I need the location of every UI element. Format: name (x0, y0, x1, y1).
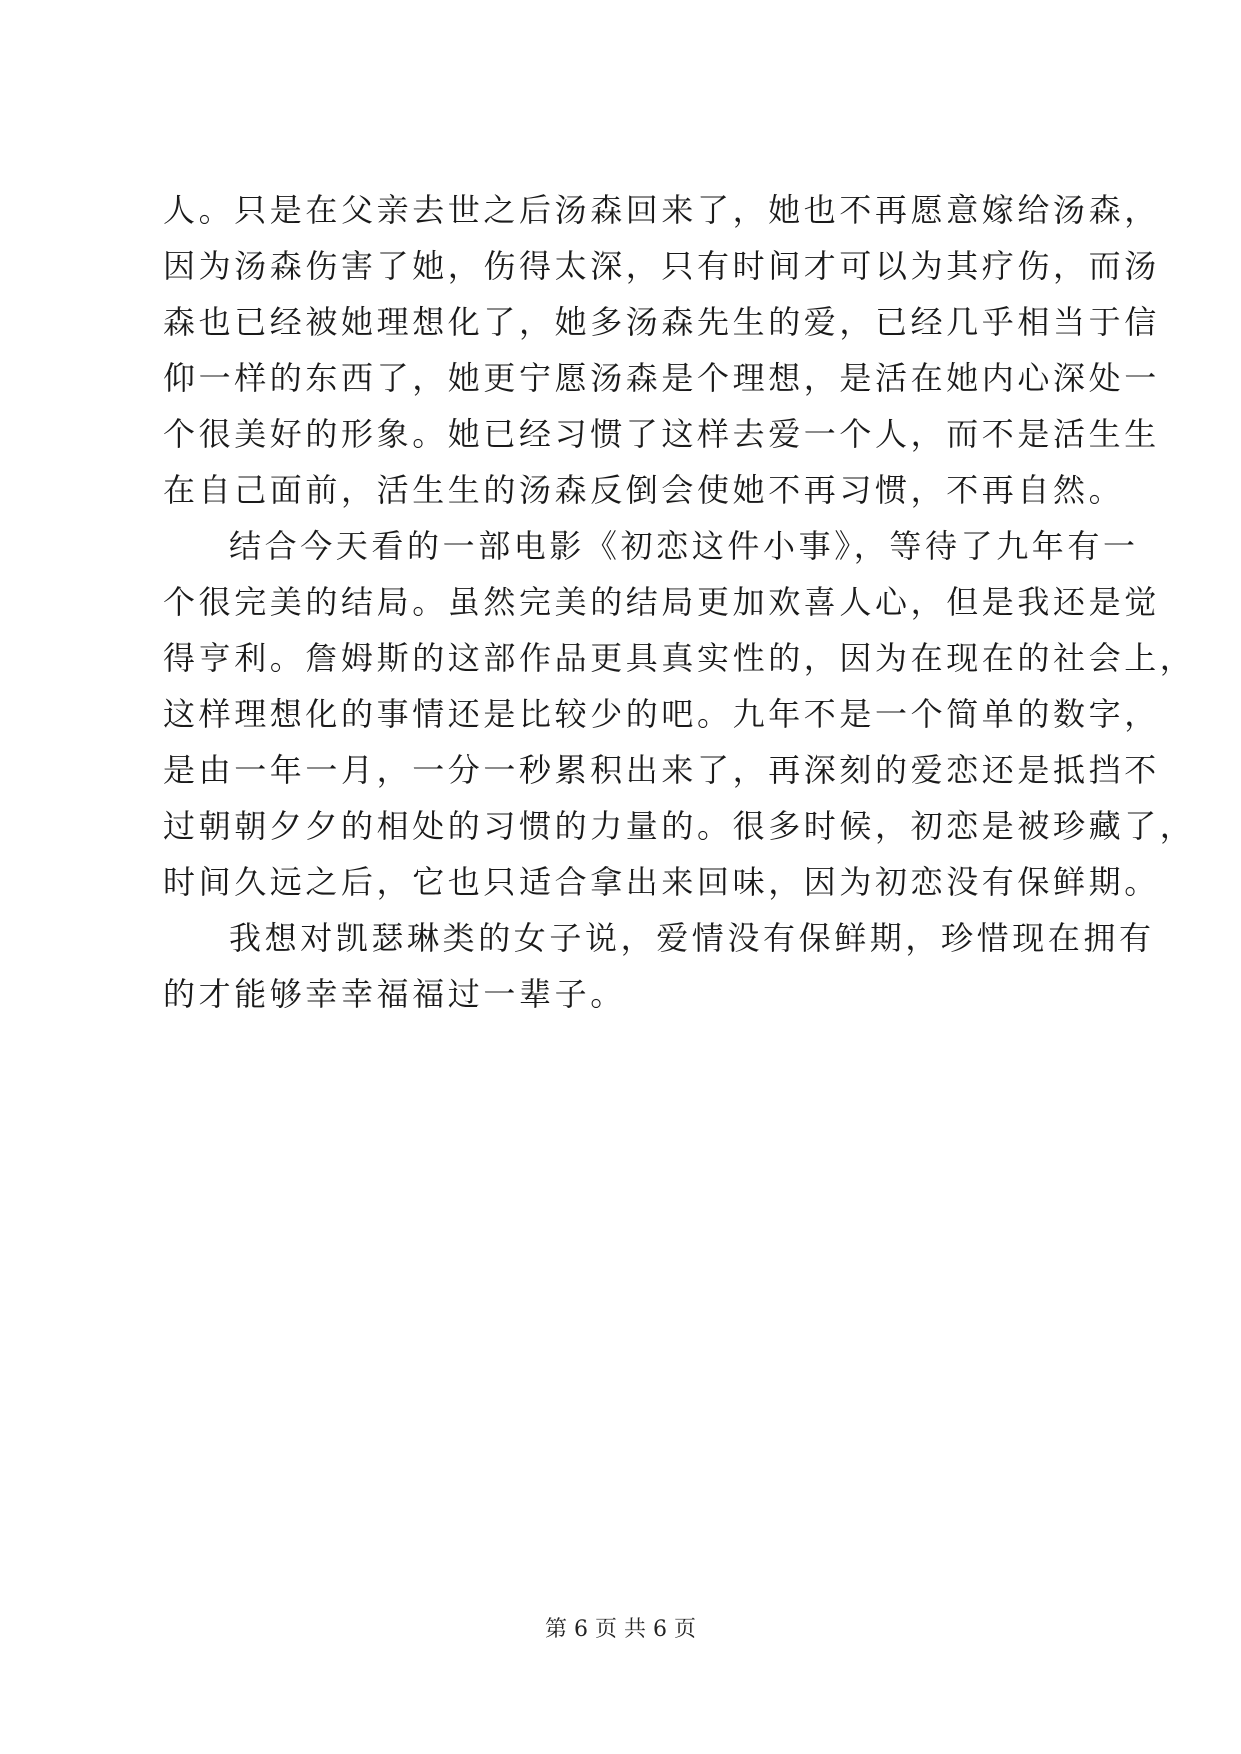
text-line: 仰一样的东西了，她更宁愿汤森是个理想，是活在她内心深处一 (163, 359, 1160, 397)
text-line: 在自己面前，活生生的汤森反倒会使她不再习惯，不再自然。 (163, 471, 1125, 509)
paragraph-start-line: 我想对凯瑟琳类的女子说，爱情没有保鲜期，珍惜现在拥有 (229, 919, 1155, 957)
text-line: 是由一年一月，一分一秒累积出来了，再深刻的爱恋还是抵挡不 (163, 751, 1160, 789)
paragraph-start-line: 结合今天看的一部电影《初恋这件小事》，等待了九年有一 (229, 527, 1139, 565)
text-line: 因为汤森伤害了她，伤得太深，只有时间才可以为其疗伤，而汤 (163, 247, 1160, 285)
text-line: 得亨利。詹姆斯的这部作品更具真实性的，因为在现在的社会上， (163, 639, 1196, 677)
text-line: 个很美好的形象。她已经习惯了这样去爱一个人，而不是活生生 (163, 415, 1160, 453)
text-line: 这样理想化的事情还是比较少的吧。九年不是一个简单的数字， (163, 695, 1160, 733)
text-line: 森也已经被她理想化了，她多汤森先生的爱，已经几乎相当于信 (163, 303, 1160, 341)
page-number-footer: 第 6 页 共 6 页 (545, 1617, 696, 1642)
document-body (163, 182, 1196, 1022)
text-line: 时间久远之后，它也只适合拿出来回味，因为初恋没有保鲜期。 (163, 863, 1160, 901)
text-line: 的才能够幸幸福福过一辈子。 (163, 975, 626, 1013)
text-line: 个很完美的结局。虽然完美的结局更加欢喜人心，但是我还是觉 (163, 583, 1160, 621)
text-line: 过朝朝夕夕的相处的习惯的力量的。很多时候，初恋是被珍藏了， (163, 807, 1196, 845)
text-line: 人。只是在父亲去世之后汤森回来了，她也不再愿意嫁给汤森， (163, 191, 1160, 229)
